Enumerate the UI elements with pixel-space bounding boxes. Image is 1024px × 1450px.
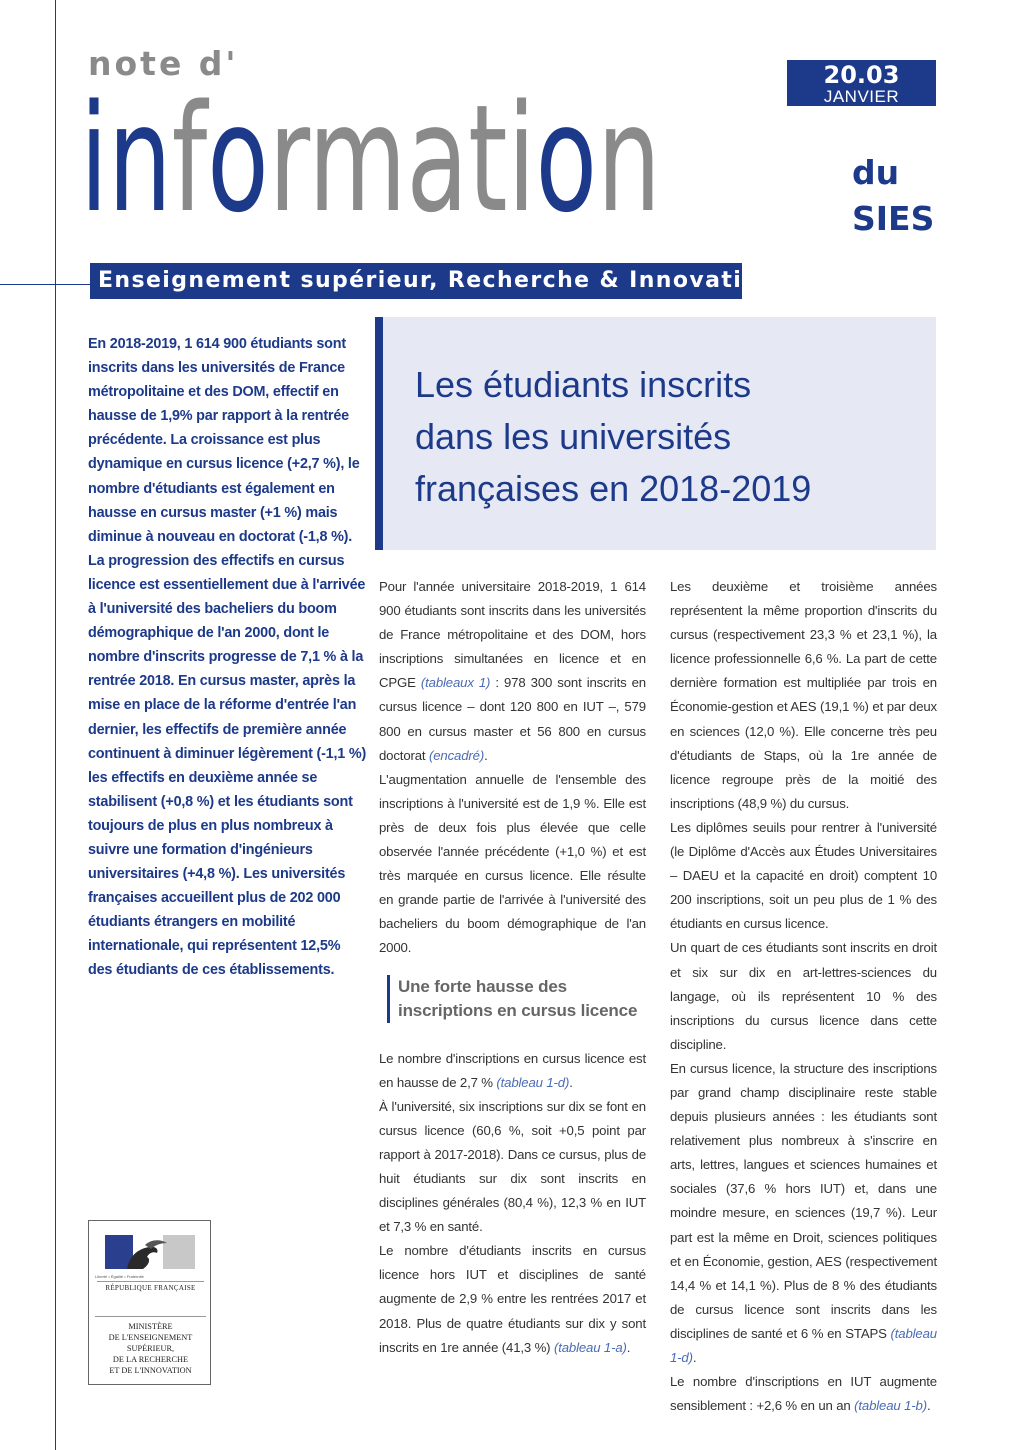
page-title <box>415 359 935 515</box>
body-column-2 <box>670 575 937 1418</box>
masthead-part: rmati <box>268 73 536 245</box>
ministry-logo <box>88 1220 211 1385</box>
paragraph: Les deuxième et troisième années représentent la même proportion d'inscrits du cursus (respectivement 23,3 % et 23,1 %), la licence professionnelle 6,6 %. La part de cette dernière formation est multipliée par trois en Économie-gestion et AES (19,1 %) et par deux en sciences (12,0 %). Elle concerne très peu d'étudiants de Staps, où la 1re année de licence regroupe près de la moitié des inscriptions (48,9 %) du cursus. <box>670 579 937 811</box>
masthead-part: n <box>597 73 661 245</box>
text-run: . <box>692 1350 697 1365</box>
text-run: En cursus licence, la structure des inscriptions par grand champ disciplinaire reste stable depuis plusieurs années : les étudiants sont relativement plus nombreux à s'inscrire en arts, lettres, langues et sciences humaines et sociales (37,6 % hors IUT) et, dans une moindre mesure, en sciences (19,7 %). Leur part est la même en Droit, sciences politiques et en Économie, gestion, AES (respectivement 14,4 % et 14,1 %). Plus de 8 % des étudiants de cursus licence sont inscrits dans les disciplines de santé et 6 % en STAPS <box>670 1060 937 1341</box>
masthead-part: f <box>171 73 208 245</box>
body-column-1 <box>379 575 646 1360</box>
section-heading: Une forte hausse des inscriptions en cursus licence <box>387 975 646 1023</box>
paragraph: À l'université, six inscriptions sur dix se font en cursus licence (60,6 %, soit +0,5 point par rapport à 2017-2018). Dans ce cursus, plus de huit étudiants sur dix sont inscrits en disciplines générales (80,4 %), 12,3 % en IUT et 7,3 % en santé. <box>379 1098 646 1235</box>
table-reference-link[interactable]: (tableau 1-d) <box>496 1074 570 1090</box>
paragraph <box>670 1370 937 1418</box>
issue-badge <box>787 60 936 106</box>
text-run: Le nombre d'inscriptions en IUT augmente sensiblement : +2,6 % en un an <box>670 1374 937 1414</box>
paragraph: Un quart de ces étudiants sont inscrits en droit et six sur dix en art-lettres-sciences du langage, où ils représentent 10 % des inscriptions du cursus licence dans cette discipline. <box>670 940 937 1052</box>
paragraph: L'augmentation annuelle de l'ensemble des inscriptions à l'université est de 1,9 %. Elle est près de deux fois plus élevée que celle observée l'année précédente (+1,0 %) et est très marquée en cursus licence. Elle résulte en grande partie de l'arrivée à l'université des bacheliers du boom démographique de l'an 2000. <box>379 771 646 956</box>
note-label: note d' <box>88 44 239 83</box>
table-reference-link[interactable]: (tableau 1-b) <box>854 1398 927 1414</box>
table-reference-link[interactable]: (tableaux 1) <box>420 675 491 691</box>
masthead-part: o <box>535 73 598 245</box>
ministry-line: ET DE L'INNOVATION <box>109 1366 192 1375</box>
title-box <box>375 317 936 550</box>
marianne-logo-icon <box>105 1235 195 1273</box>
masthead-part: o <box>207 73 269 245</box>
summary-abstract <box>88 332 368 983</box>
paragraph: Les diplômes seuils pour rentrer à l'université (le Diplôme d'Accès aux Études Universitaires – DAEU et la capacité en droit) comptent 10 200 inscriptions, soit un peu plus de 1 % des étudiants en cursus licence. <box>670 819 937 932</box>
table-reference-link[interactable]: (tableau 1-a) <box>553 1339 627 1355</box>
text-run: : 978 300 sont inscrits en cursus licence – dont 120 800 en IUT –, 579 800 en cursus master et 56 800 en cursus doctorat <box>379 675 646 763</box>
masthead-word <box>80 64 661 254</box>
summary-text: En 2018-2019, 1 614 900 étudiants sont inscrits dans les universités de France métropolitaine et des DOM, effectif en hausse de 1,9% par rapport à la rentrée précédente. La croissance est plus dynamique en cursus licence (+2,7 %), le nombre d'étudiants est également en hausse en cursus master (+1 %) mais diminue à nouveau en doctorat (-1,8 %). La progression des effectifs en cursus licence est essentiellement due à l'arrivée à l'université des bacheliers du boom démographique de l'an 2000, dont le nombre d'inscrits progresse de 7,1 % à la rentrée 2018. En cursus master, après la mise en place de la réforme d'entrée l'an dernier, les effectifs de première année continuent à diminuer légèrement (-1,1 %) les effectifs en deuxième année se stabilisent (+0,8 %) et les étudiants sont toujours de plus en plus nombreux à suivre une formation d'ingénieurs universitaires (+4,8 %). Les universités françaises accueillent plus de 202 000 étudiants étrangers en mobilité internationale, qui représentent 12,5% des étudiants de ces établissements. <box>88 336 367 979</box>
title-line: dans les universités <box>415 416 732 457</box>
text-run: Pour l'année universitaire 2018-2019, 1 614 900 étudiants sont inscrits dans les universités de France métropolitaine et des DOM, hors inscriptions simultanées en licence et en CPGE <box>379 579 646 691</box>
ministry-name <box>95 1316 206 1376</box>
title-line: françaises en 2018-2019 <box>415 468 812 509</box>
ministry-line: DE LA RECHERCHE <box>112 1355 189 1364</box>
text-run: . <box>926 1398 931 1414</box>
paragraph <box>379 1047 646 1095</box>
publisher-label <box>852 150 942 242</box>
ministry-line: DE L'ENSEIGNEMENT <box>108 1333 193 1342</box>
republique-francaise-label: RÉPUBLIQUE FRANÇAISE <box>97 1281 204 1292</box>
republic-motto: Liberté • Égalité • Fraternité <box>95 1274 144 1279</box>
paragraph <box>379 1239 646 1359</box>
ministry-line: MINISTÈRE <box>128 1322 173 1331</box>
text-run: Le nombre d'étudiants inscrits en cursus licence hors IUT et disciplines de santé augmente de 2,9 % entre les rentrées 2017 et 2018. Plus de quatre étudiants sur dix y sont inscrits en 1re année (41,3 %) <box>379 1243 646 1355</box>
text-run: . <box>626 1339 631 1355</box>
paragraph <box>670 1057 937 1370</box>
du-label: du <box>852 153 900 192</box>
paragraph <box>379 575 646 768</box>
text-run: . <box>484 747 488 763</box>
sies-label: SIES <box>852 199 935 238</box>
text-run: . <box>569 1074 573 1090</box>
table-reference-link[interactable]: (tableau 1-d) <box>670 1325 937 1365</box>
box-reference-link[interactable]: (encadré) <box>428 747 485 763</box>
ministry-banner: Enseignement supérieur, Recherche & Innovation <box>90 263 742 299</box>
margin-horizontal-rule <box>0 284 92 285</box>
issue-month: JANVIER <box>823 87 900 106</box>
text-run: Le nombre d'inscriptions en cursus licence est en hausse de 2,7 % <box>379 1050 646 1090</box>
margin-vertical-rule <box>55 0 56 1450</box>
masthead-part: in <box>80 73 172 245</box>
ministry-line: SUPÉRIEUR, <box>126 1344 175 1353</box>
title-line: Les étudiants inscrits <box>415 364 752 405</box>
issue-number: 20.03 <box>823 61 900 89</box>
